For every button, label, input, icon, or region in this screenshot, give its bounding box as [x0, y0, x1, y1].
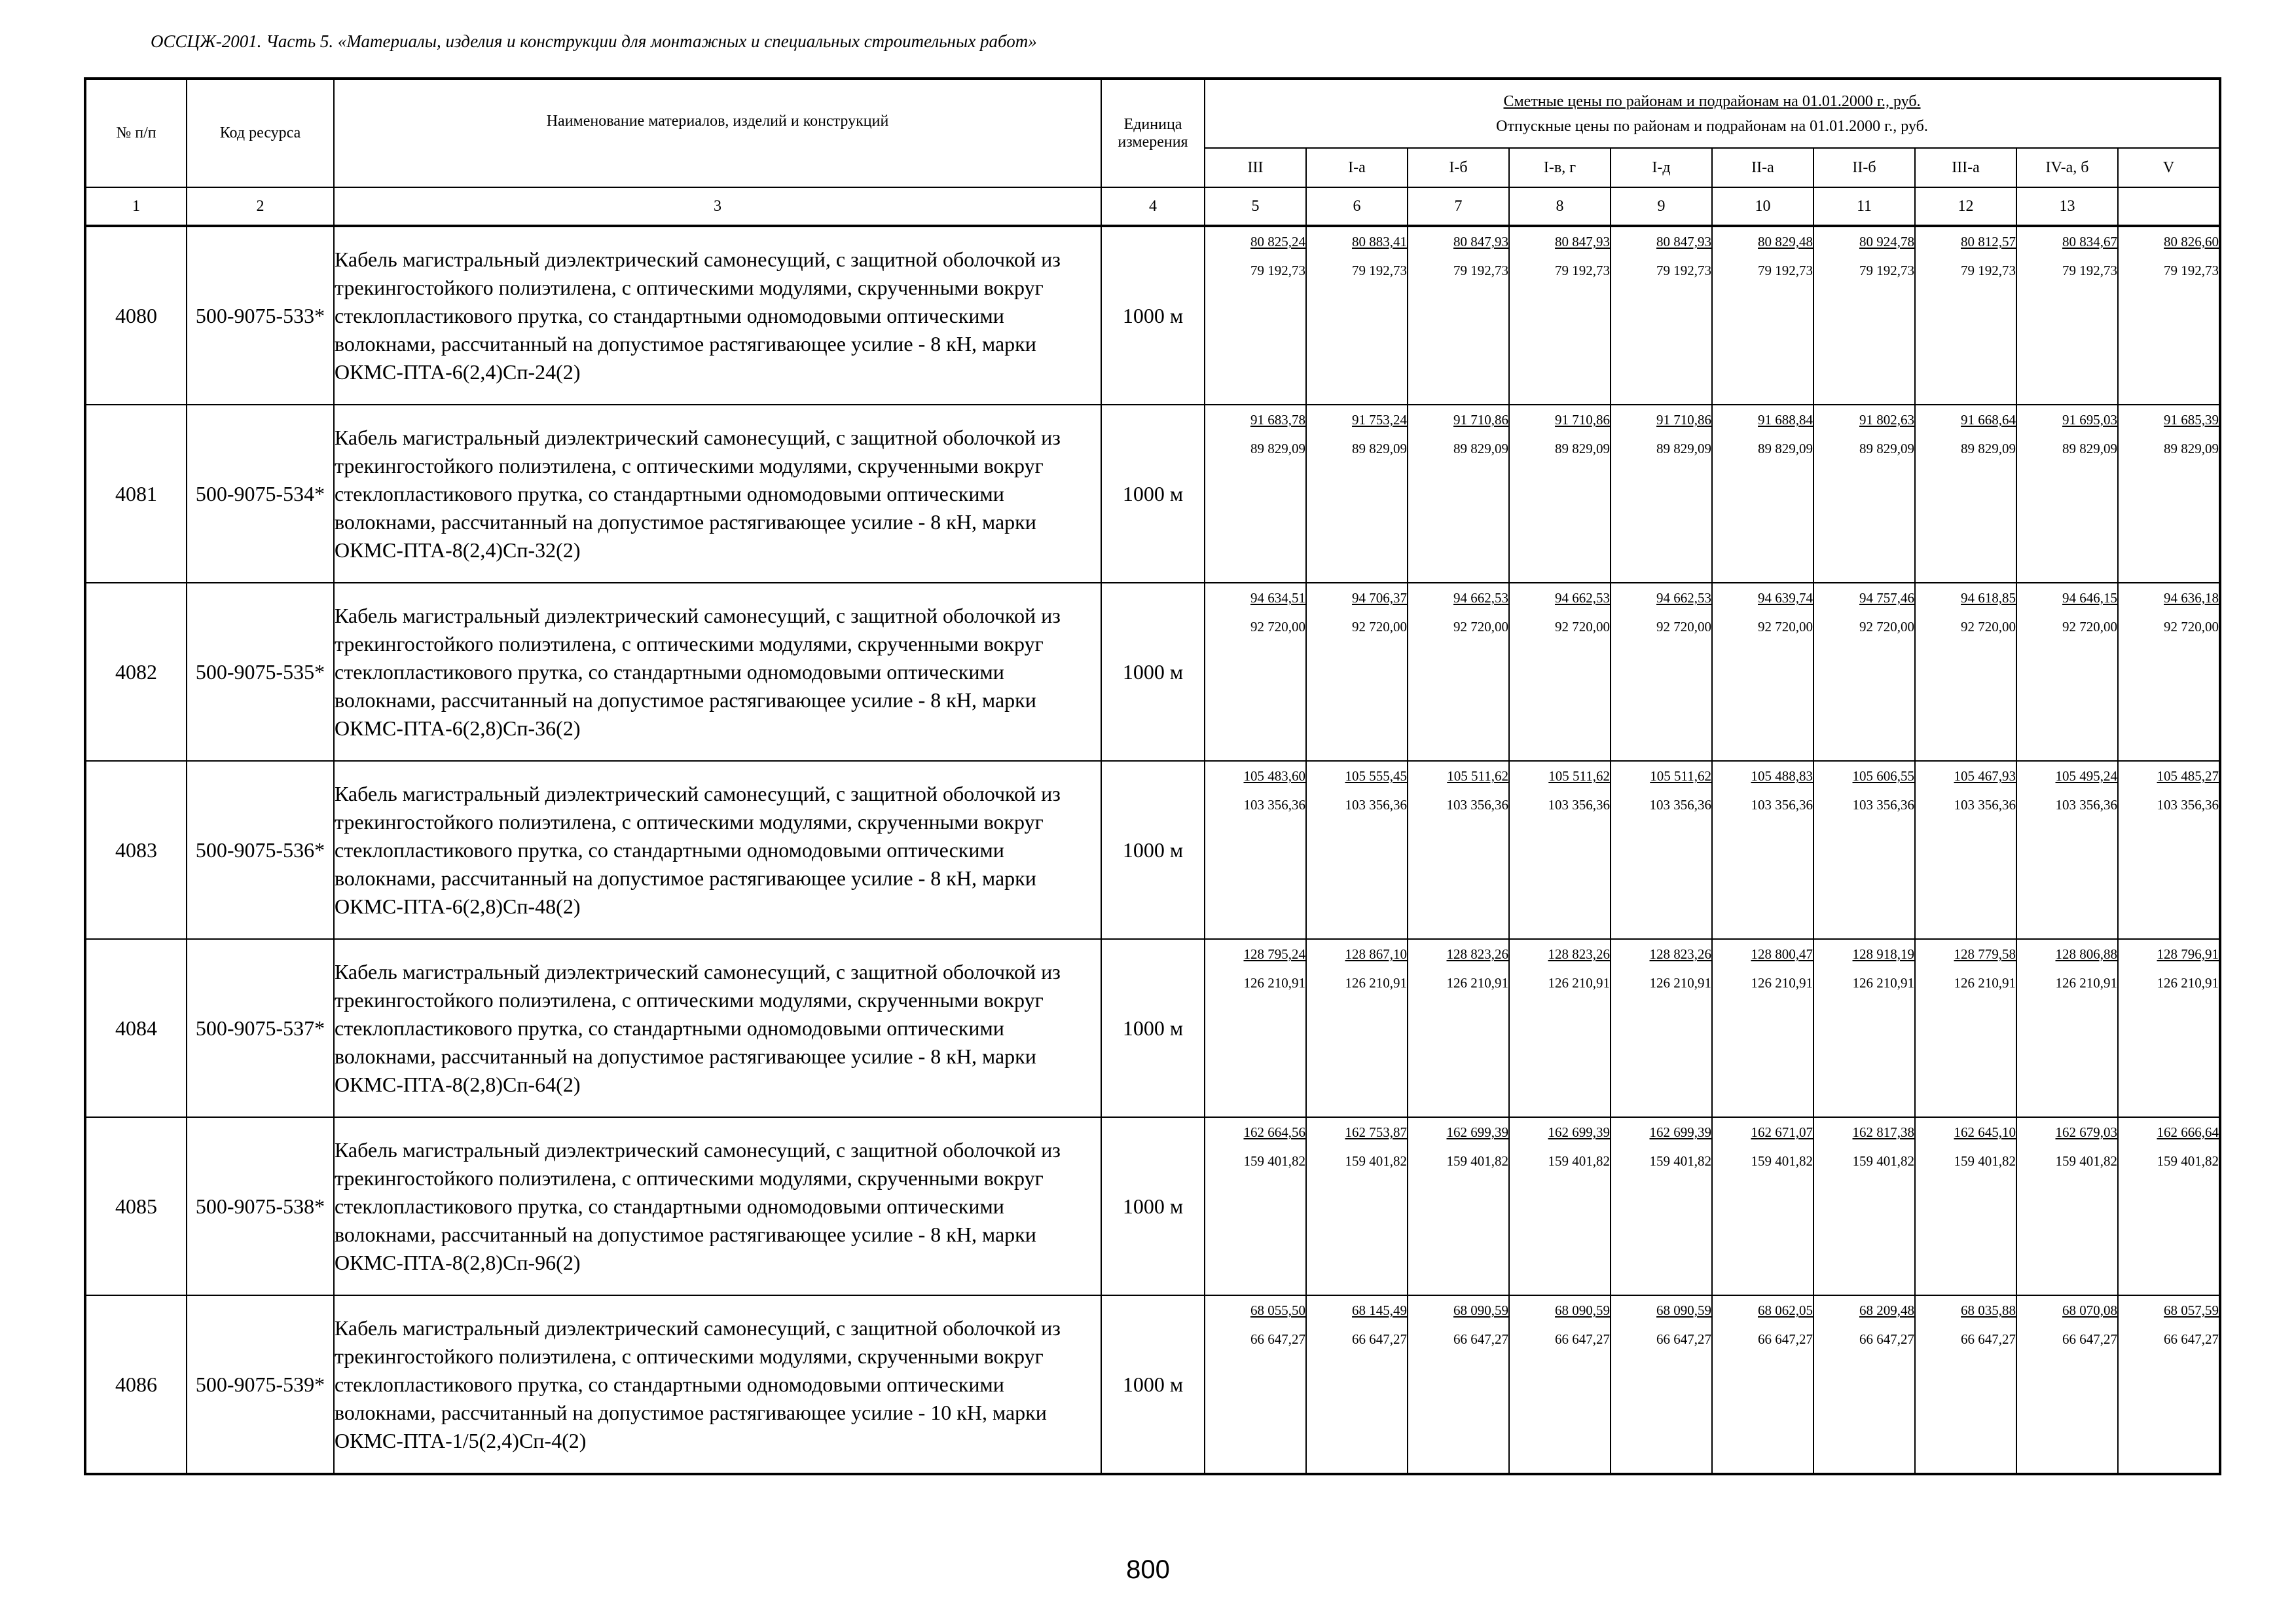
estimate-price: 162 817,38: [1852, 1124, 1914, 1140]
estimate-price: 68 057,59: [2164, 1302, 2219, 1318]
estimate-price: 68 090,59: [1656, 1302, 1711, 1318]
row-number: 4084: [85, 939, 187, 1117]
header-name: Наименование материалов, изделий и конструкций: [334, 79, 1101, 187]
price-cell: [2118, 761, 2220, 939]
resource-code: 500-9075-533*: [187, 226, 334, 405]
estimate-price: 162 666,64: [2157, 1124, 2219, 1140]
estimate-price: 80 847,93: [1453, 234, 1508, 249]
estimate-price: 128 823,26: [1446, 946, 1508, 962]
price-cell: [1712, 1117, 1813, 1295]
price-cell: [2118, 1295, 2220, 1474]
release-price: 126 210,91: [1446, 975, 1508, 991]
release-price: 126 210,91: [1243, 975, 1305, 991]
table-row: [85, 939, 2220, 1117]
price-cell: [1408, 1295, 1509, 1474]
price-cell: [1611, 939, 1712, 1117]
unit: 1000 м: [1101, 226, 1205, 405]
release-price: 159 401,82: [1446, 1153, 1508, 1169]
release-price: 103 356,36: [2157, 797, 2219, 813]
release-price: 103 356,36: [1852, 797, 1914, 813]
price-cell: [2118, 405, 2220, 583]
estimate-price: 105 511,62: [1447, 768, 1508, 784]
price-cell: [1712, 761, 1813, 939]
release-price: 159 401,82: [1852, 1153, 1914, 1169]
release-price: 66 647,27: [1859, 1331, 1914, 1347]
release-price: 92 720,00: [2062, 619, 2117, 635]
release-price: 159 401,82: [1954, 1153, 2016, 1169]
release-price: 126 210,91: [1954, 975, 2016, 991]
row-number: 4082: [85, 583, 187, 761]
document-header: ОССЦЖ-2001. Часть 5. «Материалы, изделия и конструкции для монтажных и специальных строительных работ»: [151, 31, 1037, 51]
region-header: I-в, г: [1509, 148, 1611, 187]
price-cell: [1915, 761, 2016, 939]
estimate-price: 68 090,59: [1555, 1302, 1610, 1318]
estimate-price: 94 757,46: [1859, 590, 1914, 606]
unit: 1000 м: [1101, 1295, 1205, 1474]
region-header: III: [1205, 148, 1306, 187]
resource-code: 500-9075-538*: [187, 1117, 334, 1295]
price-cell: [1205, 761, 1306, 939]
estimate-price: 94 662,53: [1453, 590, 1508, 606]
release-price: 103 356,36: [1243, 797, 1305, 813]
estimate-price: 94 636,18: [2164, 590, 2219, 606]
release-price: 89 829,09: [2164, 441, 2219, 456]
estimate-price: 91 688,84: [1758, 412, 1813, 428]
release-price: 103 356,36: [1751, 797, 1813, 813]
estimate-price: 80 834,67: [2062, 234, 2117, 249]
release-price: 89 829,09: [1453, 441, 1508, 456]
release-price: 79 192,73: [1758, 263, 1813, 278]
header-estimate-caption: Сметные цены по районам и подрайонам на 01.01.2000 г., руб.: [1503, 92, 1921, 110]
header-num: № п/п: [85, 79, 187, 187]
header-unit: Единица измерения: [1101, 79, 1205, 187]
estimate-price: 68 090,59: [1453, 1302, 1508, 1318]
release-price: 92 720,00: [1352, 619, 1407, 635]
release-price: 79 192,73: [1656, 263, 1711, 278]
estimate-price: 80 812,57: [1961, 234, 2016, 249]
release-price: 126 210,91: [1852, 975, 1914, 991]
release-price: 92 720,00: [1859, 619, 1914, 635]
estimate-price: 162 753,87: [1345, 1124, 1407, 1140]
estimate-price: 68 145,49: [1352, 1302, 1407, 1318]
row-number: 4086: [85, 1295, 187, 1474]
estimate-price: 128 779,58: [1954, 946, 2016, 962]
column-number: 2: [187, 187, 334, 226]
price-cell: [2118, 583, 2220, 761]
release-price: 92 720,00: [1656, 619, 1711, 635]
estimate-price: 162 699,39: [1548, 1124, 1610, 1140]
region-header: II-б: [1813, 148, 1915, 187]
price-cell: [1915, 1117, 2016, 1295]
column-number: 6: [1306, 187, 1408, 226]
release-price: 92 720,00: [1758, 619, 1813, 635]
region-header: I-б: [1408, 148, 1509, 187]
price-cell: [1611, 761, 1712, 939]
unit: 1000 м: [1101, 405, 1205, 583]
release-price: 92 720,00: [1555, 619, 1610, 635]
price-cell: [1611, 583, 1712, 761]
price-cell: [2118, 1117, 2220, 1295]
row-number: 4080: [85, 226, 187, 405]
header-code: Код ресурса: [187, 79, 334, 187]
material-name: Кабель магистральный диэлектрический самонесущий, с защитной оболочкой из трекингостойкого полиэтилена, с оптическими модулями, скрученными вокруг стеклопластикового прутка, со стандартными одномодовыми оптическими волокнами, рассчитанный на допустимое растягивающее усилие - 8 кН, марки ОКМС-ПТА-8(2,8)Сп-64(2): [334, 939, 1101, 1117]
price-cell: [1915, 1295, 2016, 1474]
release-price: 103 356,36: [2055, 797, 2117, 813]
release-price: 79 192,73: [2164, 263, 2219, 278]
release-price: 103 356,36: [1649, 797, 1711, 813]
release-price: 66 647,27: [1453, 1331, 1508, 1347]
column-number: 7: [1408, 187, 1509, 226]
price-cell: [1611, 405, 1712, 583]
row-number: 4085: [85, 1117, 187, 1295]
price-cell: [1306, 583, 1408, 761]
estimate-price: 162 664,56: [1243, 1124, 1305, 1140]
price-cell: [1712, 226, 1813, 405]
price-cell: [2016, 226, 2118, 405]
release-price: 89 829,09: [1961, 441, 2016, 456]
estimate-price: 105 485,27: [2157, 768, 2219, 784]
price-cell: [1712, 1295, 1813, 1474]
estimate-price: 91 685,39: [2164, 412, 2219, 428]
estimate-price: 94 662,53: [1555, 590, 1610, 606]
release-price: 79 192,73: [2062, 263, 2117, 278]
table-row: [85, 583, 2220, 761]
estimate-price: 68 055,50: [1250, 1302, 1305, 1318]
price-cell: [2016, 939, 2118, 1117]
estimate-price: 94 639,74: [1758, 590, 1813, 606]
release-price: 159 401,82: [1649, 1153, 1711, 1169]
material-name: Кабель магистральный диэлектрический самонесущий, с защитной оболочкой из трекингостойкого полиэтилена, с оптическими модулями, скрученными вокруг стеклопластикового прутка, со стандартными одномодовыми оптическими волокнами, рассчитанный на допустимое растягивающее усилие - 8 кН, марки ОКМС-ПТА-6(2,8)Сп-36(2): [334, 583, 1101, 761]
price-cell: [1712, 405, 1813, 583]
estimate-price: 162 679,03: [2055, 1124, 2117, 1140]
release-price: 103 356,36: [1548, 797, 1610, 813]
column-number: 3: [334, 187, 1101, 226]
estimate-price: 162 699,39: [1649, 1124, 1711, 1140]
release-price: 126 210,91: [1548, 975, 1610, 991]
estimate-price: 162 645,10: [1954, 1124, 2016, 1140]
estimate-price: 128 800,47: [1751, 946, 1813, 962]
estimate-price: 91 753,24: [1352, 412, 1407, 428]
material-name: Кабель магистральный диэлектрический самонесущий, с защитной оболочкой из трекингостойкого полиэтилена, с оптическими модулями, скрученными вокруг стеклопластикового прутка, со стандартными одномодовыми оптическими волокнами, рассчитанный на допустимое растягивающее усилие - 10 кН, марки ОКМС-ПТА-1/5(2,4)Сп-4(2): [334, 1295, 1101, 1474]
resource-code: 500-9075-536*: [187, 761, 334, 939]
release-price: 126 210,91: [1345, 975, 1407, 991]
price-cell: [1408, 761, 1509, 939]
release-price: 66 647,27: [1250, 1331, 1305, 1347]
price-cell: [1813, 1117, 1915, 1295]
table-row: [85, 226, 2220, 405]
estimate-price: 162 671,07: [1751, 1124, 1813, 1140]
price-cell: [1915, 226, 2016, 405]
estimate-price: 80 883,41: [1352, 234, 1407, 249]
resource-code: 500-9075-534*: [187, 405, 334, 583]
price-cell: [2118, 939, 2220, 1117]
release-price: 103 356,36: [1446, 797, 1508, 813]
unit: 1000 м: [1101, 583, 1205, 761]
estimate-price: 68 209,48: [1859, 1302, 1914, 1318]
estimate-price: 91 710,86: [1555, 412, 1610, 428]
estimate-price: 80 829,48: [1758, 234, 1813, 249]
price-cell: [2118, 226, 2220, 405]
table-body: [85, 226, 2220, 1474]
estimate-price: 105 606,55: [1852, 768, 1914, 784]
estimate-price: 68 035,88: [1961, 1302, 2016, 1318]
price-cell: [1306, 1117, 1408, 1295]
resource-code: 500-9075-535*: [187, 583, 334, 761]
header-price-group: [1205, 79, 2220, 148]
release-price: 89 829,09: [1859, 441, 1914, 456]
column-number: 4: [1101, 187, 1205, 226]
release-price: 66 647,27: [2062, 1331, 2117, 1347]
price-cell: [2016, 1117, 2118, 1295]
release-price: 89 829,09: [1250, 441, 1305, 456]
price-cell: [1408, 405, 1509, 583]
estimate-price: 128 867,10: [1345, 946, 1407, 962]
price-cell: [1813, 939, 1915, 1117]
price-cell: [1408, 226, 1509, 405]
column-number-row: [85, 187, 2220, 226]
estimate-price: 94 662,53: [1656, 590, 1711, 606]
release-price: 79 192,73: [1352, 263, 1407, 278]
material-name: Кабель магистральный диэлектрический самонесущий, с защитной оболочкой из трекингостойкого полиэтилена, с оптическими модулями, скрученными вокруг стеклопластикового прутка, со стандартными одномодовыми оптическими волокнами, рассчитанный на допустимое растягивающее усилие - 8 кН, марки ОКМС-ПТА-6(2,4)Сп-24(2): [334, 226, 1101, 405]
price-cell: [1813, 405, 1915, 583]
price-cell: [1813, 1295, 1915, 1474]
price-cell: [1712, 939, 1813, 1117]
unit: 1000 м: [1101, 761, 1205, 939]
estimate-price: 105 511,62: [1650, 768, 1711, 784]
row-number: 4083: [85, 761, 187, 939]
region-header: III-а: [1915, 148, 2016, 187]
release-price: 79 192,73: [1859, 263, 1914, 278]
estimate-price: 94 706,37: [1352, 590, 1407, 606]
price-table: [84, 77, 2221, 1475]
release-price: 159 401,82: [2055, 1153, 2117, 1169]
price-cell: [1813, 761, 1915, 939]
price-cell: [2016, 583, 2118, 761]
estimate-price: 91 710,86: [1656, 412, 1711, 428]
price-cell: [1611, 1117, 1712, 1295]
release-price: 89 829,09: [1656, 441, 1711, 456]
estimate-price: 91 802,63: [1859, 412, 1914, 428]
release-price: 66 647,27: [2164, 1331, 2219, 1347]
release-price: 66 647,27: [1555, 1331, 1610, 1347]
price-cell: [1306, 226, 1408, 405]
estimate-price: 105 467,93: [1954, 768, 2016, 784]
release-price: 89 829,09: [1555, 441, 1610, 456]
estimate-price: 80 847,93: [1555, 234, 1610, 249]
price-cell: [1509, 226, 1611, 405]
release-price: 89 829,09: [1352, 441, 1407, 456]
estimate-price: 105 488,83: [1751, 768, 1813, 784]
price-cell: [1205, 405, 1306, 583]
row-number: 4081: [85, 405, 187, 583]
column-number: 12: [1915, 187, 2016, 226]
unit: 1000 м: [1101, 939, 1205, 1117]
estimate-price: 128 795,24: [1243, 946, 1305, 962]
estimate-price: 162 699,39: [1446, 1124, 1508, 1140]
price-cell: [1306, 1295, 1408, 1474]
release-price: 103 356,36: [1345, 797, 1407, 813]
release-price: 126 210,91: [2157, 975, 2219, 991]
column-number: 11: [1813, 187, 1915, 226]
estimate-price: 105 495,24: [2055, 768, 2117, 784]
release-price: 92 720,00: [1961, 619, 2016, 635]
price-cell: [1813, 583, 1915, 761]
price-cell: [1205, 583, 1306, 761]
estimate-price: 94 618,85: [1961, 590, 2016, 606]
estimate-price: 128 806,88: [2055, 946, 2117, 962]
price-cell: [1509, 1295, 1611, 1474]
price-cell: [1205, 1295, 1306, 1474]
release-price: 79 192,73: [1250, 263, 1305, 278]
release-price: 79 192,73: [1453, 263, 1508, 278]
release-price: 126 210,91: [2055, 975, 2117, 991]
region-header: II-а: [1712, 148, 1813, 187]
estimate-price: 80 847,93: [1656, 234, 1711, 249]
column-number: 9: [1611, 187, 1712, 226]
release-price: 66 647,27: [1352, 1331, 1407, 1347]
column-number: 1: [85, 187, 187, 226]
release-price: 159 401,82: [1345, 1153, 1407, 1169]
release-price: 126 210,91: [1649, 975, 1711, 991]
material-name: Кабель магистральный диэлектрический самонесущий, с защитной оболочкой из трекингостойкого полиэтилена, с оптическими модулями, скрученными вокруг стеклопластикового прутка, со стандартными одномодовыми оптическими волокнами, рассчитанный на допустимое растягивающее усилие - 8 кН, марки ОКМС-ПТА-8(2,4)Сп-32(2): [334, 405, 1101, 583]
release-price: 89 829,09: [2062, 441, 2117, 456]
estimate-price: 128 796,91: [2157, 946, 2219, 962]
price-cell: [1915, 939, 2016, 1117]
release-price: 92 720,00: [1453, 619, 1508, 635]
release-price: 126 210,91: [1751, 975, 1813, 991]
resource-code: 500-9075-539*: [187, 1295, 334, 1474]
price-cell: [1205, 226, 1306, 405]
estimate-price: 105 511,62: [1548, 768, 1610, 784]
estimate-price: 68 062,05: [1758, 1302, 1813, 1318]
price-cell: [1509, 583, 1611, 761]
release-price: 103 356,36: [1954, 797, 2016, 813]
estimate-price: 128 823,26: [1649, 946, 1711, 962]
release-price: 159 401,82: [1548, 1153, 1610, 1169]
price-cell: [1509, 761, 1611, 939]
price-cell: [1611, 226, 1712, 405]
price-cell: [1611, 1295, 1712, 1474]
estimate-price: 91 668,64: [1961, 412, 2016, 428]
unit: 1000 м: [1101, 1117, 1205, 1295]
release-price: 89 829,09: [1758, 441, 1813, 456]
price-cell: [1509, 1117, 1611, 1295]
price-cell: [1509, 939, 1611, 1117]
estimate-price: 105 483,60: [1243, 768, 1305, 784]
price-cell: [1408, 1117, 1509, 1295]
column-number: 10: [1712, 187, 1813, 226]
release-price: 92 720,00: [1250, 619, 1305, 635]
estimate-price: 80 924,78: [1859, 234, 1914, 249]
price-cell: [2016, 405, 2118, 583]
column-number: 13: [2016, 187, 2118, 226]
release-price: 159 401,82: [1243, 1153, 1305, 1169]
region-header: I-д: [1611, 148, 1712, 187]
region-header: IV-а, б: [2016, 148, 2118, 187]
estimate-price: 128 823,26: [1548, 946, 1610, 962]
estimate-price: 94 634,51: [1250, 590, 1305, 606]
estimate-price: 105 555,45: [1345, 768, 1407, 784]
estimate-price: 94 646,15: [2062, 590, 2117, 606]
price-cell: [1205, 939, 1306, 1117]
region-header: V: [2118, 148, 2220, 187]
estimate-price: 91 683,78: [1250, 412, 1305, 428]
price-cell: [1509, 405, 1611, 583]
page-number: 800: [1126, 1555, 1170, 1584]
header-release-caption: Отпускные цены по районам и подрайонам на 01.01.2000 г., руб.: [1496, 117, 1928, 135]
release-price: 66 647,27: [1961, 1331, 2016, 1347]
table-row: [85, 405, 2220, 583]
table-row: [85, 1117, 2220, 1295]
column-number: 8: [1509, 187, 1611, 226]
release-price: 159 401,82: [2157, 1153, 2219, 1169]
price-cell: [1813, 226, 1915, 405]
price-cell: [1915, 405, 2016, 583]
table-row: [85, 1295, 2220, 1474]
table-row: [85, 761, 2220, 939]
release-price: 66 647,27: [1656, 1331, 1711, 1347]
column-number: 5: [1205, 187, 1306, 226]
price-cell: [1408, 583, 1509, 761]
release-price: 159 401,82: [1751, 1153, 1813, 1169]
release-price: 79 192,73: [1961, 263, 2016, 278]
release-price: 66 647,27: [1758, 1331, 1813, 1347]
price-cell: [1306, 405, 1408, 583]
region-header: I-а: [1306, 148, 1408, 187]
material-name: Кабель магистральный диэлектрический самонесущий, с защитной оболочкой из трекингостойкого полиэтилена, с оптическими модулями, скрученными вокруг стеклопластикового прутка, со стандартными одномодовыми оптическими волокнами, рассчитанный на допустимое растягивающее усилие - 8 кН, марки ОКМС-ПТА-8(2,8)Сп-96(2): [334, 1117, 1101, 1295]
material-name: Кабель магистральный диэлектрический самонесущий, с защитной оболочкой из трекингостойкого полиэтилена, с оптическими модулями, скрученными вокруг стеклопластикового прутка, со стандартными одномодовыми оптическими волокнами, рассчитанный на допустимое растягивающее усилие - 8 кН, марки ОКМС-ПТА-6(2,8)Сп-48(2): [334, 761, 1101, 939]
estimate-price: 91 695,03: [2062, 412, 2117, 428]
estimate-price: 128 918,19: [1852, 946, 1914, 962]
price-cell: [2016, 1295, 2118, 1474]
resource-code: 500-9075-537*: [187, 939, 334, 1117]
price-cell: [1306, 939, 1408, 1117]
price-cell: [1205, 1117, 1306, 1295]
release-price: 92 720,00: [2164, 619, 2219, 635]
price-cell: [1712, 583, 1813, 761]
estimate-price: 68 070,08: [2062, 1302, 2117, 1318]
price-cell: [1915, 583, 2016, 761]
estimate-price: 80 826,60: [2164, 234, 2219, 249]
price-cell: [1408, 939, 1509, 1117]
estimate-price: 80 825,24: [1250, 234, 1305, 249]
price-cell: [1306, 761, 1408, 939]
price-cell: [2016, 761, 2118, 939]
estimate-price: 91 710,86: [1453, 412, 1508, 428]
release-price: 79 192,73: [1555, 263, 1610, 278]
